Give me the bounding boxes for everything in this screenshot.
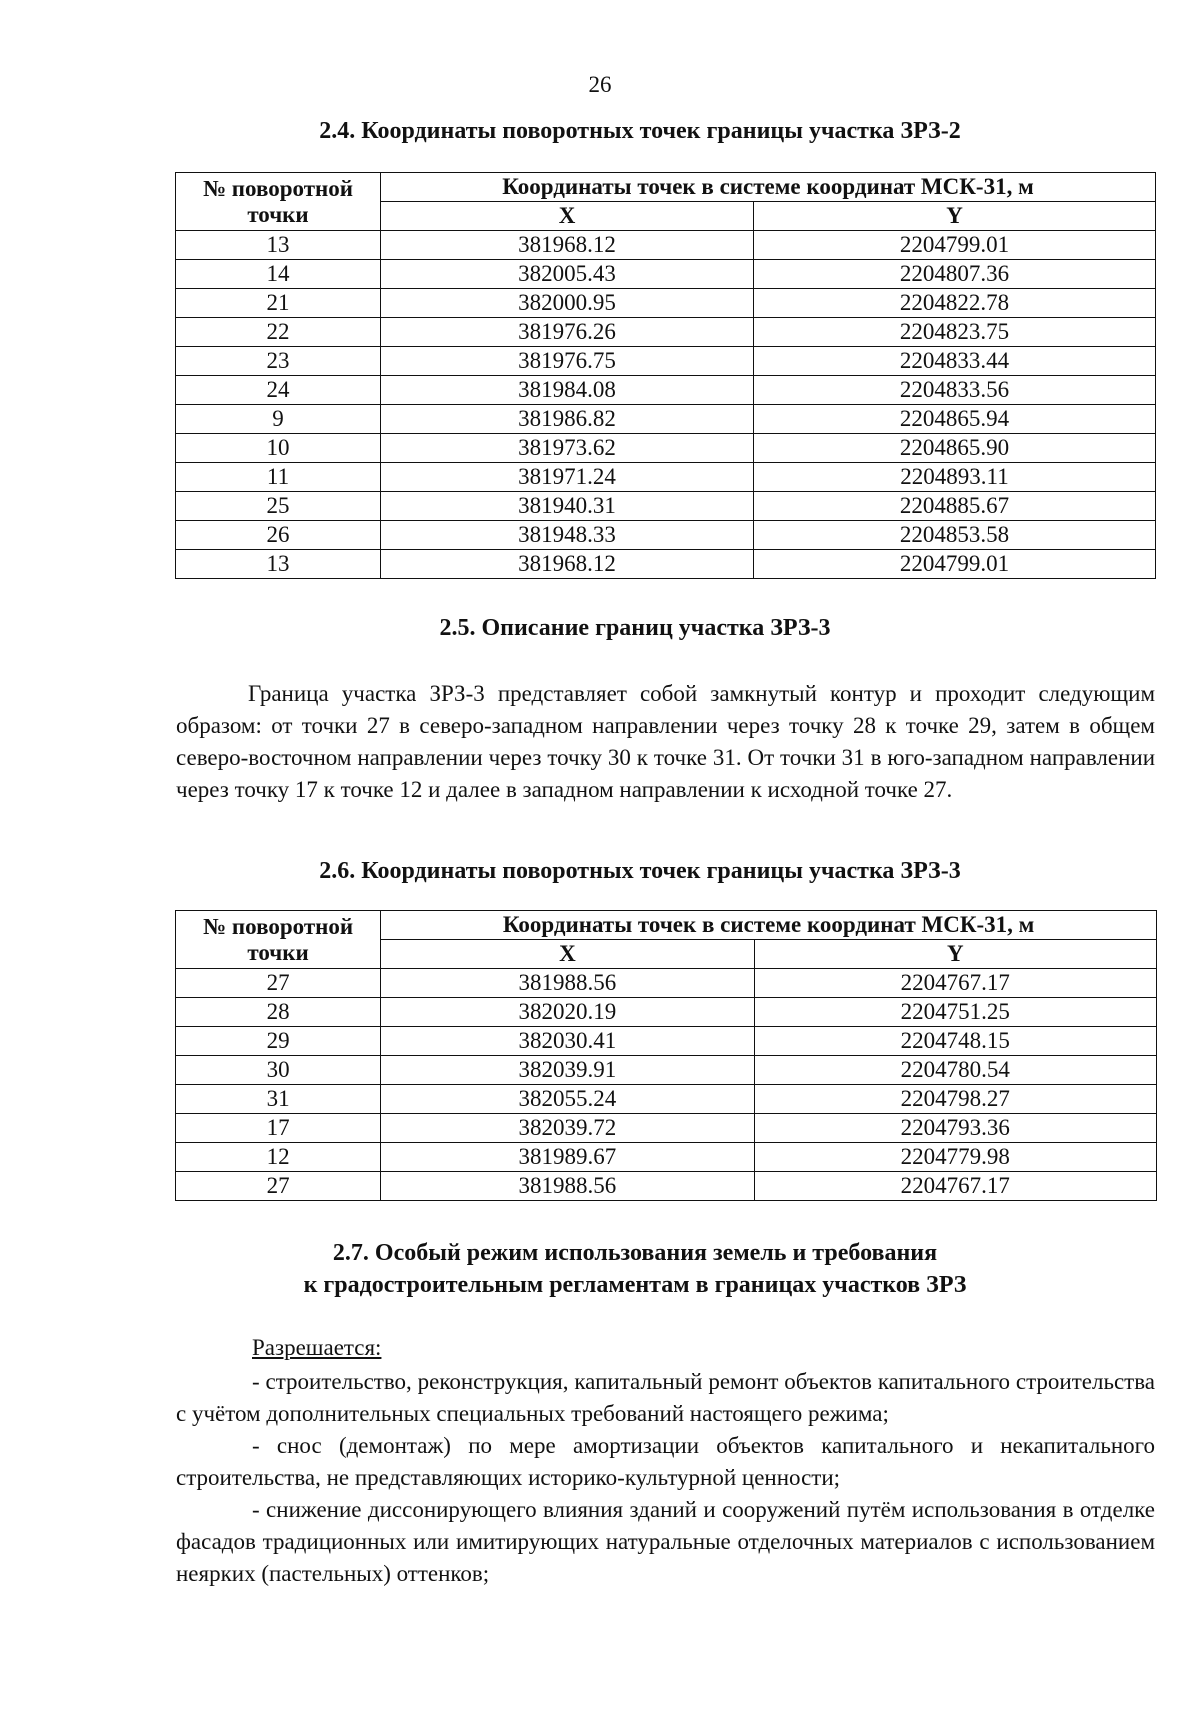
cell-point-number: 31 <box>176 1085 381 1114</box>
cell-y: 2204793.36 <box>754 1114 1156 1143</box>
cell-y: 2204767.17 <box>754 1172 1156 1201</box>
cell-point-number: 28 <box>176 998 381 1027</box>
table-row <box>176 463 1156 492</box>
cell-point-number: 17 <box>176 1114 381 1143</box>
cell-x: 382020.19 <box>381 998 754 1027</box>
cell-y: 2204822.78 <box>754 289 1156 318</box>
list-item: - снижение диссонирующего влияния зданий и сооружений путём использования в отделке фасадов традиционных или имитирующих натуральные отделочных материалов с использованием неярких (пастельных) оттенков; <box>176 1497 1155 1586</box>
header-x: X <box>381 940 754 969</box>
cell-point-number: 21 <box>176 289 381 318</box>
cell-point-number: 30 <box>176 1056 381 1085</box>
boundary-description-text: Граница участка ЗРЗ-3 представляет собой замкнутый контур и проходит следующим образом: от точки 27 в северо-западном направлении через точку 28 к точке 29, затем в общем северо-восточном направлении через точку 30 к точке 31. От точки 31 в юго-западном направлении через точку 17 к точке 12 и далее в западном направлении к исходной точке 27. <box>176 681 1155 802</box>
table-row <box>176 969 1157 998</box>
cell-y: 2204779.98 <box>754 1143 1156 1172</box>
cell-y: 2204823.75 <box>754 318 1156 347</box>
header-y: Y <box>754 202 1156 231</box>
header-x: X <box>381 202 754 231</box>
cell-x: 382000.95 <box>381 289 754 318</box>
cell-y: 2204798.27 <box>754 1085 1156 1114</box>
cell-y: 2204799.01 <box>754 550 1156 579</box>
table-row <box>176 1143 1157 1172</box>
table-row <box>176 376 1156 405</box>
cell-point-number: 12 <box>176 1143 381 1172</box>
cell-x: 381973.62 <box>381 434 754 463</box>
cell-point-number: 9 <box>176 405 381 434</box>
table-row <box>176 1085 1157 1114</box>
table-row <box>176 318 1156 347</box>
cell-y: 2204833.56 <box>754 376 1156 405</box>
cell-point-number: 24 <box>176 376 381 405</box>
section-2-7-title-line1: 2.7. Особый режим использования земель и требования <box>332 1240 938 1266</box>
cell-y: 2204885.67 <box>754 492 1156 521</box>
cell-x: 381940.31 <box>381 492 754 521</box>
list-item: - строительство, реконструкция, капитальный ремонт объектов капитального строительства с учётом дополнительных специальных требований настоящего режима; <box>176 1369 1155 1426</box>
cell-x: 381986.82 <box>381 405 754 434</box>
section-2-7-title-line2: к градостроительным регламентам в границах участков ЗРЗ <box>303 1272 967 1298</box>
cell-point-number: 27 <box>176 969 381 998</box>
table-row <box>176 347 1156 376</box>
cell-x: 381971.24 <box>381 463 754 492</box>
cell-x: 381948.33 <box>381 521 754 550</box>
table-row <box>176 231 1156 260</box>
cell-point-number: 25 <box>176 492 381 521</box>
cell-x: 382039.72 <box>381 1114 754 1143</box>
header-point-number: № поворотной точки <box>176 173 381 231</box>
cell-point-number: 10 <box>176 434 381 463</box>
section-2-6-title: 2.6. Координаты поворотных точек границы участка ЗРЗ-3 <box>319 858 961 884</box>
header-y: Y <box>754 940 1156 969</box>
table-row <box>176 1172 1157 1201</box>
cell-point-number: 14 <box>176 260 381 289</box>
cell-y: 2204807.36 <box>754 260 1156 289</box>
table-row <box>176 289 1156 318</box>
cell-y: 2204767.17 <box>754 969 1156 998</box>
cell-x: 381968.12 <box>381 550 754 579</box>
cell-x: 382055.24 <box>381 1085 754 1114</box>
cell-x: 381968.12 <box>381 231 754 260</box>
table-row <box>176 521 1156 550</box>
allowed-label: Разрешается: <box>252 1335 382 1360</box>
cell-point-number: 27 <box>176 1172 381 1201</box>
cell-y: 2204893.11 <box>754 463 1156 492</box>
allowed-list <box>176 1366 1155 1590</box>
cell-x: 382030.41 <box>381 1027 754 1056</box>
boundary-description <box>176 678 1155 806</box>
cell-y: 2204833.44 <box>754 347 1156 376</box>
cell-x: 381976.75 <box>381 347 754 376</box>
table-row <box>176 260 1156 289</box>
cell-point-number: 26 <box>176 521 381 550</box>
section-2-4-title: 2.4. Координаты поворотных точек границы участка ЗРЗ-2 <box>319 118 961 144</box>
cell-point-number: 29 <box>176 1027 381 1056</box>
cell-x: 381984.08 <box>381 376 754 405</box>
cell-point-number: 23 <box>176 347 381 376</box>
cell-y: 2204853.58 <box>754 521 1156 550</box>
table-row <box>176 1027 1157 1056</box>
page-number: 26 <box>588 72 612 97</box>
cell-y: 2204751.25 <box>754 998 1156 1027</box>
cell-y: 2204748.15 <box>754 1027 1156 1056</box>
table-row <box>176 405 1156 434</box>
table-row <box>176 1114 1157 1143</box>
table-body <box>176 231 1156 579</box>
cell-x: 381988.56 <box>381 1172 754 1201</box>
section-2-7-title <box>35 1237 1200 1301</box>
coordinates-table-zrz-2 <box>175 172 1156 579</box>
table-row <box>176 492 1156 521</box>
table-row <box>176 434 1156 463</box>
section-2-5-title: 2.5. Описание границ участка ЗРЗ-3 <box>439 615 831 641</box>
cell-x: 382039.91 <box>381 1056 754 1085</box>
cell-y: 2204865.90 <box>754 434 1156 463</box>
cell-point-number: 11 <box>176 463 381 492</box>
table-body <box>176 969 1157 1201</box>
cell-y: 2204780.54 <box>754 1056 1156 1085</box>
cell-x: 381989.67 <box>381 1143 754 1172</box>
cell-y: 2204799.01 <box>754 231 1156 260</box>
header-point-number: № поворотной точки <box>176 911 381 969</box>
cell-point-number: 22 <box>176 318 381 347</box>
cell-x: 381988.56 <box>381 969 754 998</box>
cell-y: 2204865.94 <box>754 405 1156 434</box>
table-row <box>176 1056 1157 1085</box>
header-coordinates: Координаты точек в системе координат МСК-31, м <box>381 911 1157 940</box>
cell-x: 381976.26 <box>381 318 754 347</box>
cell-x: 382005.43 <box>381 260 754 289</box>
table-row <box>176 550 1156 579</box>
cell-point-number: 13 <box>176 231 381 260</box>
header-coordinates: Координаты точек в системе координат МСК-31, м <box>381 173 1156 202</box>
list-item: - снос (демонтаж) по мере амортизации объектов капитального и некапитального строительства, не представляющих историко-культурной ценности; <box>176 1433 1155 1490</box>
cell-point-number: 13 <box>176 550 381 579</box>
coordinates-table-zrz-3 <box>175 910 1157 1201</box>
table-row <box>176 998 1157 1027</box>
